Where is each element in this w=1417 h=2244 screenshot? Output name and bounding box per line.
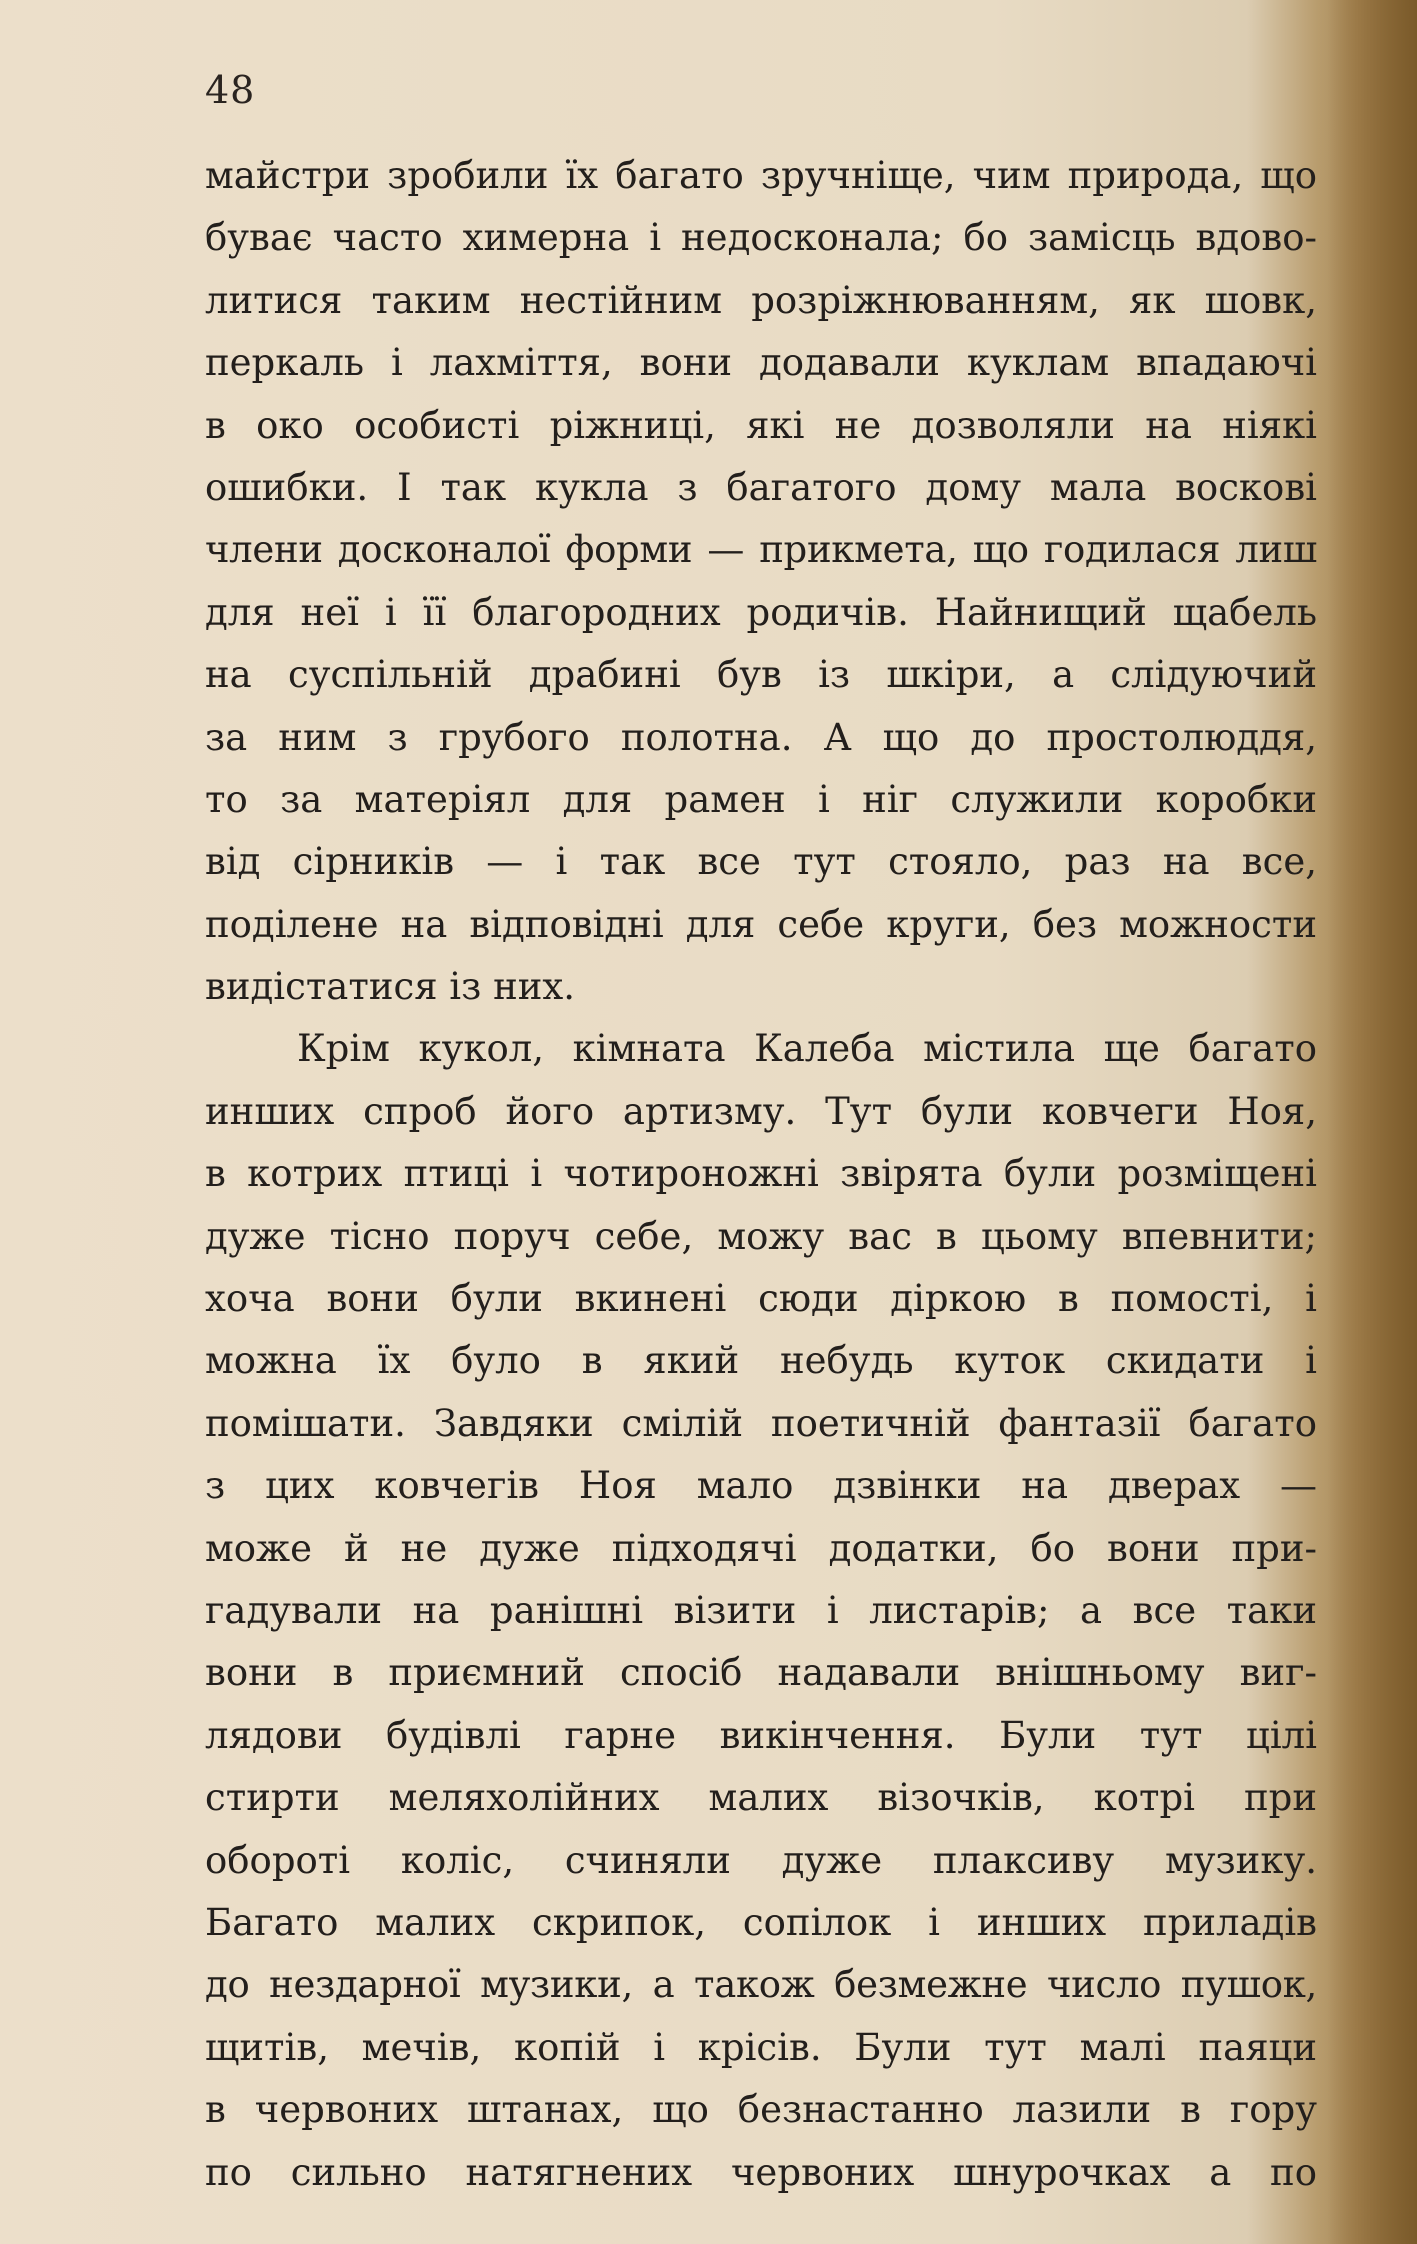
text-line: Крім кукол, кімната Калеба містила ще багато xyxy=(297,1027,1317,1071)
text-line: в котрих птиці і чотироножні звірята були розміщені xyxy=(205,1152,1317,1196)
paragraph-1 xyxy=(205,145,1317,1018)
text-line: гадували на ранішні візити і листарів; а все таки xyxy=(205,1588,1317,1632)
text-line: по сильно натягнених червоних шнурочках а по xyxy=(205,2150,1317,2194)
text-line: стирти меляхолійних малих візочків, котрі при xyxy=(205,1776,1317,1820)
text-line: инших спроб його артизму. Тут були ковчеги Ноя, xyxy=(205,1089,1317,1133)
text-line: дуже тісно поруч себе, можу вас в цьому впевнити; xyxy=(205,1214,1317,1258)
page-gutter-shadow xyxy=(1327,0,1417,2244)
text-line: Багато малих скрипок, сопілок і инших приладів xyxy=(205,1900,1317,1944)
text-line: за ним з грубого полотна. А що до простолюддя, xyxy=(205,715,1317,759)
page-number: 48 xyxy=(205,68,256,112)
text-line: члени досконалої форми — прикмета, що годилася лиш xyxy=(205,528,1317,572)
text-line: поділене на відповідні для себе круги, без можности xyxy=(205,902,1317,946)
text-line: може й не дуже підходячі додатки, бо вони при- xyxy=(205,1526,1317,1570)
text-line: в око особисті ріжниці, які не дозволяли на ніякі xyxy=(205,403,1317,447)
text-line: литися таким нестійним розріжнюванням, як шовк, xyxy=(205,278,1317,322)
text-line: перкаль і лахміття, вони додавали куклам впадаючі xyxy=(205,341,1317,385)
text-line: видістатися із них. xyxy=(205,965,576,1009)
text-line: помішати. Завдяки смілій поетичній фантазії багато xyxy=(205,1401,1317,1445)
text-line: для неї і її благородних родичів. Найнищий щабель xyxy=(205,590,1317,634)
text-line: щитів, мечів, копій і крісів. Були тут малі паяци xyxy=(205,2025,1317,2069)
text-line: хоча вони були вкинені сюди діркою в помості, і xyxy=(205,1277,1317,1321)
text-line: буває часто химерна і недосконала; бо замісць вдово- xyxy=(205,216,1317,260)
text-line: з цих ковчегів Ноя мало дзвінки на дверах — xyxy=(205,1464,1317,1508)
text-line: лядови будівлі гарне викінчення. Були тут цілі xyxy=(205,1713,1317,1757)
text-line: до нездарної музики, а також безмежне число пушок, xyxy=(205,1963,1317,2007)
text-line: ошибки. І так кукла з багатого дому мала воскові xyxy=(205,465,1317,509)
text-line: то за матеріял для рамен і ніг служили коробки xyxy=(205,777,1317,821)
text-line: можна їх було в який небудь куток скидати і xyxy=(205,1339,1317,1383)
text-line: майстри зробили їх багато зручніще, чим природа, що xyxy=(205,154,1317,197)
text-line: в червоних штанах, що безнастанно лазили в гору xyxy=(205,2088,1317,2132)
text-line: обороті коліс, счиняли дуже плаксиву музику. xyxy=(205,1838,1317,1882)
body-text xyxy=(205,145,1317,2204)
text-line: вони в приємний спосіб надавали внішньому виг- xyxy=(205,1651,1317,1695)
text-line: на суспільній драбині був із шкіри, а слідуючий xyxy=(205,653,1317,697)
paragraph-2 xyxy=(205,1018,1317,2203)
text-line: від сірників — і так все тут стояло, раз на все, xyxy=(205,840,1317,884)
